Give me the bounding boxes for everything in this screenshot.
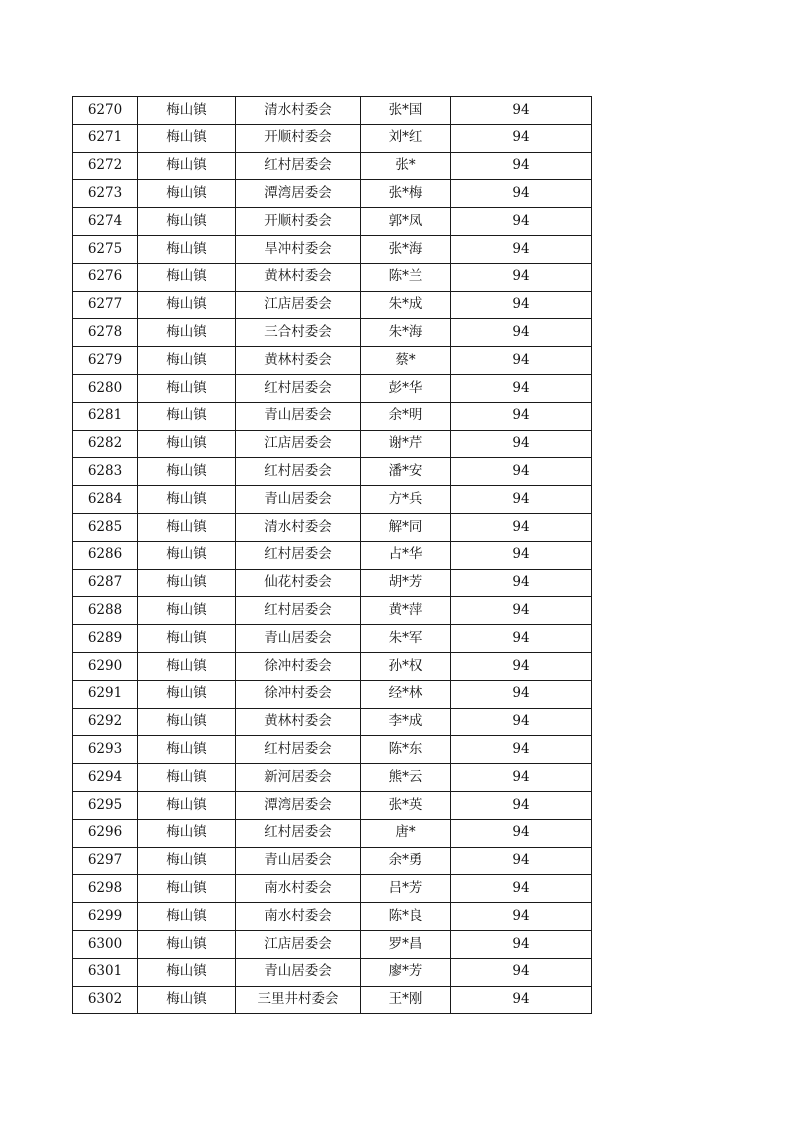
table-row xyxy=(73,513,592,541)
table-row xyxy=(73,903,592,931)
name-cell: 罗*昌 xyxy=(361,930,451,958)
name-cell: 张*国 xyxy=(361,97,451,125)
score-cell: 94 xyxy=(451,235,592,263)
table-row xyxy=(73,625,592,653)
name-cell: 陈*兰 xyxy=(361,263,451,291)
name-cell: 余*明 xyxy=(361,402,451,430)
row-number-cell: 6274 xyxy=(73,208,138,236)
town-cell: 梅山镇 xyxy=(138,930,236,958)
row-number-cell: 6284 xyxy=(73,486,138,514)
committee-cell: 三里井村委会 xyxy=(236,986,361,1014)
row-number-cell: 6298 xyxy=(73,875,138,903)
town-cell: 梅山镇 xyxy=(138,569,236,597)
committee-cell: 青山居委会 xyxy=(236,847,361,875)
score-cell: 94 xyxy=(451,208,592,236)
committee-cell: 江店居委会 xyxy=(236,291,361,319)
name-cell: 陈*良 xyxy=(361,903,451,931)
town-cell: 梅山镇 xyxy=(138,875,236,903)
committee-cell: 红村居委会 xyxy=(236,152,361,180)
name-cell: 郭*凤 xyxy=(361,208,451,236)
town-cell: 梅山镇 xyxy=(138,986,236,1014)
name-cell: 占*华 xyxy=(361,541,451,569)
name-cell: 张*海 xyxy=(361,235,451,263)
name-cell: 潘*安 xyxy=(361,458,451,486)
committee-cell: 开顺村委会 xyxy=(236,124,361,152)
score-cell: 94 xyxy=(451,597,592,625)
score-cell: 94 xyxy=(451,958,592,986)
row-number-cell: 6270 xyxy=(73,97,138,125)
committee-cell: 清水村委会 xyxy=(236,513,361,541)
table-row xyxy=(73,652,592,680)
row-number-cell: 6273 xyxy=(73,180,138,208)
town-cell: 梅山镇 xyxy=(138,903,236,931)
name-cell: 张* xyxy=(361,152,451,180)
committee-cell: 仙花村委会 xyxy=(236,569,361,597)
row-number-cell: 6295 xyxy=(73,791,138,819)
row-number-cell: 6302 xyxy=(73,986,138,1014)
committee-cell: 南水村委会 xyxy=(236,875,361,903)
committee-cell: 红村居委会 xyxy=(236,374,361,402)
committee-cell: 红村居委会 xyxy=(236,541,361,569)
table-row xyxy=(73,791,592,819)
name-cell: 朱*军 xyxy=(361,625,451,653)
town-cell: 梅山镇 xyxy=(138,791,236,819)
row-number-cell: 6283 xyxy=(73,458,138,486)
table-row xyxy=(73,97,592,125)
row-number-cell: 6300 xyxy=(73,930,138,958)
committee-cell: 青山居委会 xyxy=(236,958,361,986)
table-row xyxy=(73,235,592,263)
table-row xyxy=(73,319,592,347)
row-number-cell: 6289 xyxy=(73,625,138,653)
name-cell: 熊*云 xyxy=(361,764,451,792)
town-cell: 梅山镇 xyxy=(138,625,236,653)
town-cell: 梅山镇 xyxy=(138,97,236,125)
score-cell: 94 xyxy=(451,875,592,903)
town-cell: 梅山镇 xyxy=(138,513,236,541)
town-cell: 梅山镇 xyxy=(138,958,236,986)
town-cell: 梅山镇 xyxy=(138,208,236,236)
name-cell: 方*兵 xyxy=(361,486,451,514)
row-number-cell: 6278 xyxy=(73,319,138,347)
name-cell: 吕*芳 xyxy=(361,875,451,903)
town-cell: 梅山镇 xyxy=(138,124,236,152)
score-cell: 94 xyxy=(451,263,592,291)
table-row xyxy=(73,347,592,375)
table-row xyxy=(73,180,592,208)
name-cell: 解*同 xyxy=(361,513,451,541)
table-row xyxy=(73,402,592,430)
town-cell: 梅山镇 xyxy=(138,319,236,347)
score-cell: 94 xyxy=(451,97,592,125)
score-cell: 94 xyxy=(451,513,592,541)
row-number-cell: 6290 xyxy=(73,652,138,680)
name-cell: 孙*权 xyxy=(361,652,451,680)
row-number-cell: 6286 xyxy=(73,541,138,569)
name-cell: 陈*东 xyxy=(361,736,451,764)
table-row xyxy=(73,875,592,903)
score-cell: 94 xyxy=(451,764,592,792)
score-cell: 94 xyxy=(451,291,592,319)
town-cell: 梅山镇 xyxy=(138,430,236,458)
name-cell: 胡*芳 xyxy=(361,569,451,597)
name-cell: 张*英 xyxy=(361,791,451,819)
name-cell: 唐* xyxy=(361,819,451,847)
name-cell: 李*成 xyxy=(361,708,451,736)
town-cell: 梅山镇 xyxy=(138,708,236,736)
score-cell: 94 xyxy=(451,458,592,486)
table-row xyxy=(73,430,592,458)
row-number-cell: 6272 xyxy=(73,152,138,180)
row-number-cell: 6271 xyxy=(73,124,138,152)
committee-cell: 红村居委会 xyxy=(236,819,361,847)
name-cell: 余*勇 xyxy=(361,847,451,875)
score-cell: 94 xyxy=(451,736,592,764)
committee-cell: 青山居委会 xyxy=(236,486,361,514)
score-cell: 94 xyxy=(451,819,592,847)
row-number-cell: 6280 xyxy=(73,374,138,402)
committee-cell: 黄林村委会 xyxy=(236,347,361,375)
town-cell: 梅山镇 xyxy=(138,180,236,208)
row-number-cell: 6282 xyxy=(73,430,138,458)
score-cell: 94 xyxy=(451,374,592,402)
score-cell: 94 xyxy=(451,569,592,597)
committee-cell: 开顺村委会 xyxy=(236,208,361,236)
committee-cell: 红村居委会 xyxy=(236,736,361,764)
table-row xyxy=(73,124,592,152)
row-number-cell: 6285 xyxy=(73,513,138,541)
score-cell: 94 xyxy=(451,541,592,569)
row-number-cell: 6275 xyxy=(73,235,138,263)
table-row xyxy=(73,152,592,180)
score-cell: 94 xyxy=(451,347,592,375)
table-row xyxy=(73,764,592,792)
score-cell: 94 xyxy=(451,652,592,680)
committee-cell: 三合村委会 xyxy=(236,319,361,347)
committee-cell: 青山居委会 xyxy=(236,402,361,430)
row-number-cell: 6291 xyxy=(73,680,138,708)
committee-cell: 旱冲村委会 xyxy=(236,235,361,263)
town-cell: 梅山镇 xyxy=(138,458,236,486)
committee-cell: 红村居委会 xyxy=(236,458,361,486)
table-row xyxy=(73,930,592,958)
table-row xyxy=(73,208,592,236)
town-cell: 梅山镇 xyxy=(138,847,236,875)
row-number-cell: 6287 xyxy=(73,569,138,597)
table-row xyxy=(73,847,592,875)
table-row xyxy=(73,486,592,514)
committee-cell: 徐冲村委会 xyxy=(236,652,361,680)
score-cell: 94 xyxy=(451,124,592,152)
data-table xyxy=(72,96,592,1014)
score-cell: 94 xyxy=(451,903,592,931)
row-number-cell: 6279 xyxy=(73,347,138,375)
committee-cell: 潭湾居委会 xyxy=(236,180,361,208)
town-cell: 梅山镇 xyxy=(138,541,236,569)
town-cell: 梅山镇 xyxy=(138,374,236,402)
row-number-cell: 6301 xyxy=(73,958,138,986)
town-cell: 梅山镇 xyxy=(138,597,236,625)
table-row xyxy=(73,819,592,847)
committee-cell: 清水村委会 xyxy=(236,97,361,125)
score-cell: 94 xyxy=(451,791,592,819)
score-cell: 94 xyxy=(451,847,592,875)
table-row xyxy=(73,569,592,597)
row-number-cell: 6294 xyxy=(73,764,138,792)
town-cell: 梅山镇 xyxy=(138,263,236,291)
town-cell: 梅山镇 xyxy=(138,152,236,180)
score-cell: 94 xyxy=(451,986,592,1014)
row-number-cell: 6281 xyxy=(73,402,138,430)
score-cell: 94 xyxy=(451,152,592,180)
committee-cell: 江店居委会 xyxy=(236,930,361,958)
score-cell: 94 xyxy=(451,708,592,736)
committee-cell: 南水村委会 xyxy=(236,903,361,931)
table-row xyxy=(73,597,592,625)
town-cell: 梅山镇 xyxy=(138,235,236,263)
name-cell: 经*林 xyxy=(361,680,451,708)
committee-cell: 江店居委会 xyxy=(236,430,361,458)
name-cell: 黄*萍 xyxy=(361,597,451,625)
committee-cell: 新河居委会 xyxy=(236,764,361,792)
town-cell: 梅山镇 xyxy=(138,819,236,847)
row-number-cell: 6288 xyxy=(73,597,138,625)
table-row xyxy=(73,374,592,402)
name-cell: 王*刚 xyxy=(361,986,451,1014)
score-cell: 94 xyxy=(451,319,592,347)
score-cell: 94 xyxy=(451,486,592,514)
town-cell: 梅山镇 xyxy=(138,486,236,514)
table-row xyxy=(73,736,592,764)
table-row xyxy=(73,541,592,569)
name-cell: 彭*华 xyxy=(361,374,451,402)
score-cell: 94 xyxy=(451,430,592,458)
table-body xyxy=(73,97,592,1014)
committee-cell: 潭湾居委会 xyxy=(236,791,361,819)
table-row xyxy=(73,458,592,486)
score-cell: 94 xyxy=(451,680,592,708)
town-cell: 梅山镇 xyxy=(138,402,236,430)
score-cell: 94 xyxy=(451,402,592,430)
committee-cell: 徐冲村委会 xyxy=(236,680,361,708)
town-cell: 梅山镇 xyxy=(138,347,236,375)
row-number-cell: 6277 xyxy=(73,291,138,319)
row-number-cell: 6296 xyxy=(73,819,138,847)
row-number-cell: 6297 xyxy=(73,847,138,875)
town-cell: 梅山镇 xyxy=(138,680,236,708)
town-cell: 梅山镇 xyxy=(138,291,236,319)
name-cell: 张*梅 xyxy=(361,180,451,208)
score-cell: 94 xyxy=(451,180,592,208)
name-cell: 朱*成 xyxy=(361,291,451,319)
town-cell: 梅山镇 xyxy=(138,736,236,764)
score-cell: 94 xyxy=(451,625,592,653)
table-row xyxy=(73,958,592,986)
score-cell: 94 xyxy=(451,930,592,958)
name-cell: 蔡* xyxy=(361,347,451,375)
row-number-cell: 6299 xyxy=(73,903,138,931)
row-number-cell: 6293 xyxy=(73,736,138,764)
table-row xyxy=(73,291,592,319)
name-cell: 刘*红 xyxy=(361,124,451,152)
table-row xyxy=(73,680,592,708)
table-row xyxy=(73,263,592,291)
name-cell: 谢*芹 xyxy=(361,430,451,458)
table-row xyxy=(73,986,592,1014)
committee-cell: 黄林村委会 xyxy=(236,708,361,736)
town-cell: 梅山镇 xyxy=(138,652,236,680)
name-cell: 朱*海 xyxy=(361,319,451,347)
committee-cell: 青山居委会 xyxy=(236,625,361,653)
name-cell: 廖*芳 xyxy=(361,958,451,986)
row-number-cell: 6292 xyxy=(73,708,138,736)
row-number-cell: 6276 xyxy=(73,263,138,291)
committee-cell: 黄林村委会 xyxy=(236,263,361,291)
committee-cell: 红村居委会 xyxy=(236,597,361,625)
table-row xyxy=(73,708,592,736)
town-cell: 梅山镇 xyxy=(138,764,236,792)
